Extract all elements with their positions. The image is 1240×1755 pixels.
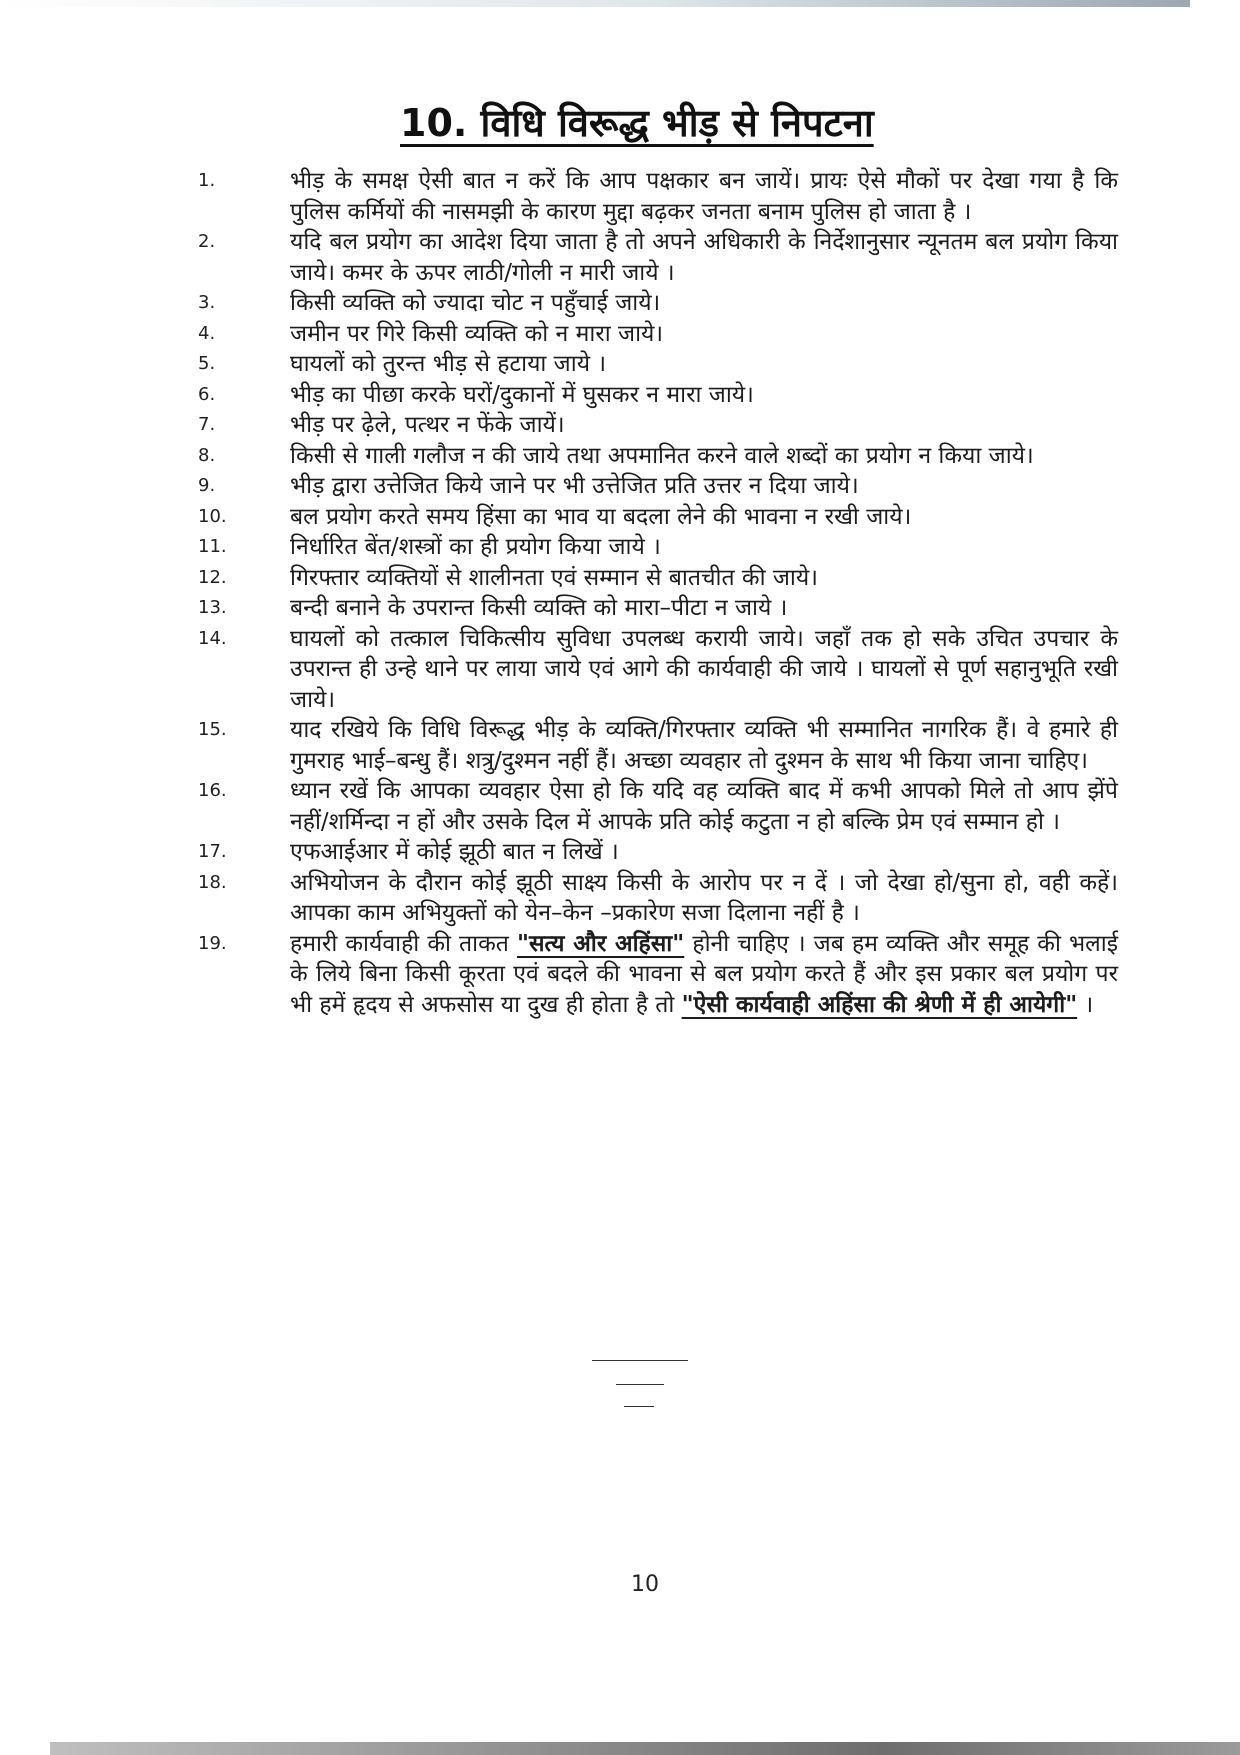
- item-number: 18.: [198, 871, 227, 893]
- item-text: घायलों को तुरन्त भीड़ से हटाया जाये ।: [290, 351, 607, 377]
- item-number: 4.: [198, 322, 216, 344]
- list-item: [198, 929, 1118, 1021]
- item-number: 9.: [198, 475, 216, 496]
- item-text: किसी से गाली गलौज न की जाये तथा अपमानित करने वाले शब्दों का प्रयोग न किया जाये।: [290, 442, 1034, 469]
- list-item: [198, 563, 1118, 594]
- item-number: 17.: [198, 841, 227, 862]
- item-number: 6.: [198, 383, 216, 405]
- item-text: भीड़ द्वारा उत्तेजित किये जाने पर भी उत्तेजित प्रति उत्तर न दिया जाये।: [290, 473, 859, 499]
- list-item: [198, 288, 1118, 319]
- item-text: घायलों को तत्काल चिकित्सीय सुविधा उपलब्ध करायी जाये। जहाँ तक हो सके उचित उपचार के उपरान्त ही उन्हे थाने पर लाया जाये एवं आगे की कार्यवाही की जाये । घायलों से पूर्ण सहानुभूति रखी जाये।: [290, 625, 1118, 713]
- item-number: 15.: [198, 719, 227, 740]
- item-text: जमीन पर गिरे किसी व्यक्ति को न मारा जाये।: [290, 320, 664, 347]
- end-rule-long: [592, 1360, 688, 1361]
- item-number: 3.: [198, 292, 216, 313]
- list-item: [198, 502, 1118, 533]
- item-text: अभियोजन के दौरान कोई झूठी साक्ष्य किसी के आरोप पर न दें । जो देखा हो/सुना हो, वही कहें। आपका काम अभियुक्तों को येन–केन –प्रकारेण सजा दिलाना नहीं है ।: [290, 869, 1118, 926]
- page-title: 10. विधि विरूद्ध भीड़ से निपटना: [400, 101, 874, 145]
- list-item: [198, 868, 1118, 929]
- item-text: किसी व्यक्ति को ज्यादा चोट न पहुँचाई जाये।: [290, 290, 661, 316]
- list-item: [198, 837, 1118, 868]
- list-item: [198, 227, 1118, 288]
- item-number: 10.: [198, 505, 227, 527]
- item-number: 5.: [198, 353, 216, 374]
- item-text-part: होनी चाहिए । जब हम व्यक्ति और समूह की भलाई के लिये बिना किसी कूरता एवं बदले की भावना से बल प्रयोग करते हैं और इस प्रकार बल प्रयोग पर भी हमें हृदय से अफसोस या दुख ही होता है तो: [290, 930, 1119, 1018]
- item-number: 7.: [198, 414, 216, 435]
- item-text: एफआईआर में कोई झूठी बात न लिखें ।: [290, 839, 619, 865]
- item-number: 1.: [198, 170, 216, 191]
- item-text: निर्धारित बेंत/शस्त्रों का ही प्रयोग किया जाये ।: [290, 534, 661, 560]
- item-number: 16.: [198, 780, 227, 801]
- emphasis-truth-nonviolence: "सत्य और अहिंसा": [516, 930, 685, 957]
- scan-top-edge: [0, 0, 1190, 7]
- page-number: 10: [631, 1572, 659, 1597]
- item-number: 12.: [198, 566, 227, 588]
- list-item: [198, 715, 1118, 776]
- scan-bottom-edge: [50, 1742, 1240, 1755]
- list-item: [198, 319, 1118, 350]
- item-text: गिरफ्तार व्यक्तियों से शालीनता एवं सम्मान से बातचीत की जाये।: [290, 564, 818, 591]
- item-number: 2.: [198, 231, 216, 252]
- emphasis-nonviolence-category: "ऐसी कार्यवाही अहिंसा की श्रेणी में ही आयेगी": [681, 991, 1078, 1018]
- end-rule-short: [624, 1406, 654, 1407]
- item-number: 14.: [198, 627, 227, 649]
- guidelines-list: [198, 166, 1118, 1020]
- list-item: [198, 471, 1118, 502]
- item-text: भीड़ पर ढ़ेले, पत्थर न फेंके जायें।: [290, 412, 565, 438]
- item-text: बन्दी बनाने के उपरान्त किसी व्यक्ति को मारा–पीटा न जाये ।: [290, 595, 788, 621]
- item-text: बल प्रयोग करते समय हिंसा का भाव या बदला लेने की भावना न रखी जाये।: [290, 503, 912, 530]
- list-item: [198, 166, 1118, 227]
- item-text-part: हमारी कार्यवाही की ताकत: [290, 930, 509, 957]
- list-item: [198, 624, 1118, 716]
- item-text: [290, 929, 1118, 1021]
- item-number: 8.: [198, 444, 216, 466]
- item-text-part: ।: [1084, 991, 1094, 1018]
- item-number: 19.: [198, 932, 227, 954]
- list-item: [198, 380, 1118, 411]
- item-text: भीड़ के समक्ष ऐसी बात न करें कि आप पक्षकार बन जायें। प्रायः ऐसे मौकों पर देखा गया है कि पुलिस कर्मियों की नासमझी के कारण मुद्दा बढ़कर जनता बनाम पुलिस हो जाता है ।: [290, 168, 1118, 225]
- list-item: [198, 410, 1118, 441]
- item-text: भीड़ का पीछा करके घरों/दुकानों में घुसकर न मारा जाये।: [290, 381, 754, 408]
- list-item: [198, 349, 1118, 380]
- item-number: 13.: [198, 597, 227, 618]
- list-item: [198, 532, 1118, 563]
- item-text: यदि बल प्रयोग का आदेश दिया जाता है तो अपने अधिकारी के निर्देशानुसार न्यूनतम बल प्रयोग किया जाये। कमर के ऊपर लाठी/गोली न मारी जाये ।: [290, 229, 1118, 286]
- end-rule-medium: [616, 1384, 664, 1385]
- item-number: 11.: [198, 536, 227, 557]
- list-item: [198, 593, 1118, 624]
- list-item: [198, 441, 1118, 472]
- list-item: [198, 776, 1118, 837]
- item-text: ध्यान रखें कि आपका व्यवहार ऐसा हो कि यदि वह व्यक्ति बाद में कभी आपको मिले तो आप झेंपे नहीं/शर्मिन्दा न हों और उसके दिल में आपके प्रति कोई कटुता न हो बल्कि प्रेम एवं सम्मान हो ।: [290, 778, 1118, 835]
- item-text: याद रखिये कि विधि विरूद्ध भीड़ के व्यक्ति/गिरफ्तार व्यक्ति भी सम्मानित नागरिक हैं। वे हमारे ही गुमराह भाई–बन्धु हैं। शत्रु/दुश्मन नहीं हैं। अच्छा व्यवहार तो दुश्मन के साथ भी किया जाना चाहिए।: [290, 717, 1118, 774]
